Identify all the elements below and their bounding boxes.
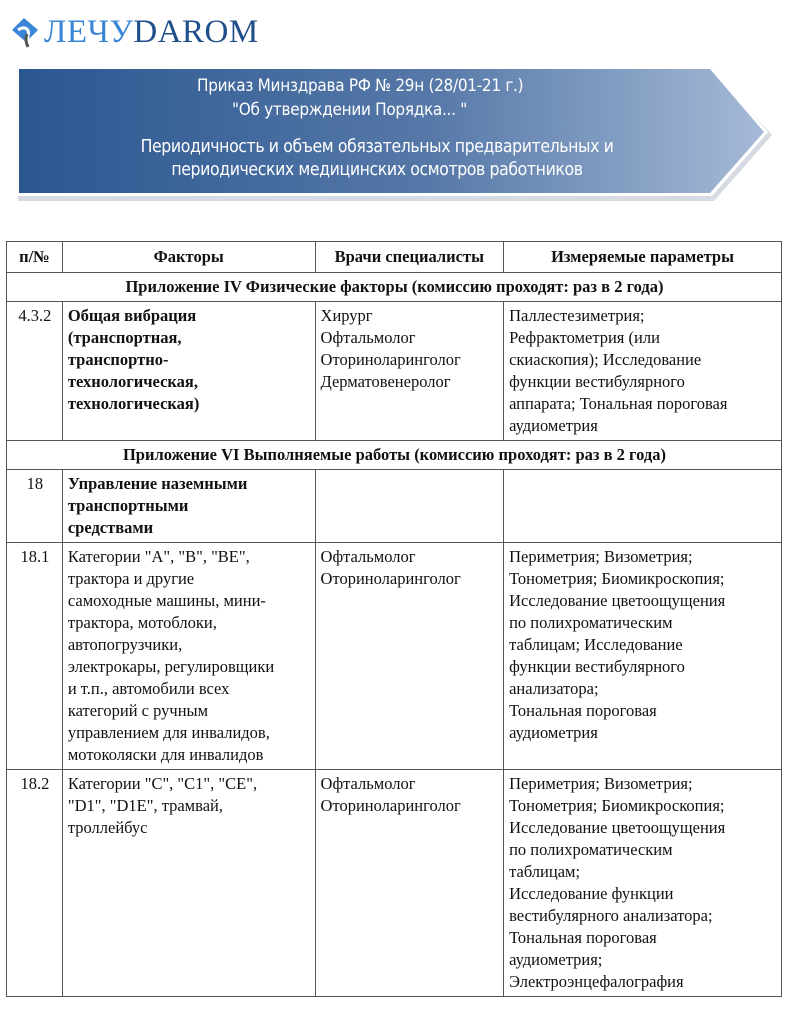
- doctor-item: Офтальмолог: [320, 547, 416, 566]
- parameter-line: Тональная пороговая: [509, 928, 657, 947]
- parameter-line: по полихроматическим: [509, 840, 673, 859]
- section-title: Приложение VI Выполняемые работы (комиссию проходят: раз в 2 года): [7, 441, 782, 470]
- factor-line: Общая вибрация: [67, 306, 197, 325]
- row-doctors: [315, 770, 504, 997]
- parameter-line: Исследование цветоощущения: [509, 591, 726, 610]
- factor-line: трактора, мотоблоки,: [67, 613, 217, 632]
- parameter-line: Рефрактометрия (или: [509, 328, 660, 347]
- doctor-item: Оториноларинголог: [320, 350, 461, 369]
- table-row: [7, 770, 782, 997]
- row-factor: [62, 543, 315, 770]
- table-row: [7, 543, 782, 770]
- parameter-line: таблицам; Исследование: [509, 635, 683, 654]
- factor-line: средствами: [67, 518, 154, 537]
- factor-line: и т.п., автомобили всех: [67, 679, 230, 698]
- factor-line: технологическая): [67, 394, 200, 413]
- logo-text-part2: DAROM: [133, 13, 259, 50]
- logo-mark-icon: [10, 16, 40, 48]
- factor-line: транспортно-: [67, 350, 169, 369]
- header-doctors: Врачи специалисты: [315, 242, 504, 273]
- parameter-line: анализатора;: [509, 679, 599, 698]
- logo-text: [44, 13, 259, 50]
- header-number: п/№: [7, 242, 63, 273]
- row-doctors: [315, 302, 504, 441]
- doctor-item: Оториноларинголог: [320, 796, 461, 815]
- factor-line: технологическая,: [67, 372, 198, 391]
- section-row: [7, 441, 782, 470]
- site-logo[interactable]: [10, 14, 259, 50]
- doctor-item: Офтальмолог: [320, 328, 416, 347]
- factor-line: Управление наземными: [67, 474, 248, 493]
- factor-line: электрокары, регулировщики: [67, 657, 275, 676]
- factor-line: транспортными: [67, 496, 189, 515]
- factor-line: Категории "C", "C1", "CE",: [67, 774, 258, 793]
- factor-line: Категории "A", "B", "BE",: [67, 547, 250, 566]
- logo-text-part1: ЛЕЧУ: [44, 13, 134, 50]
- parameter-line: аудиометрия;: [509, 950, 603, 969]
- parameter-line: Исследование функции: [509, 884, 674, 903]
- section-row: [7, 273, 782, 302]
- parameter-line: аудиометрия: [509, 723, 598, 742]
- banner-subtitle: [12, 136, 742, 182]
- doctor-item: Оториноларинголог: [320, 569, 461, 588]
- parameter-line: Электроэнцефалография: [509, 972, 684, 991]
- parameter-line: Периметрия; Визометрия;: [509, 774, 693, 793]
- factor-line: трактора и другие: [67, 569, 195, 588]
- section-title: Приложение IV Физические факторы (комиссию проходят: раз в 2 года): [7, 273, 782, 302]
- row-parameters: [504, 302, 782, 441]
- row-doctors: [315, 543, 504, 770]
- parameter-line: Паллестезиметрия;: [509, 306, 645, 325]
- row-parameters: [504, 770, 782, 997]
- banner-subtitle-line: периодических медицинских осмотров работников: [171, 160, 583, 180]
- parameter-line: Тональная пороговая: [509, 701, 657, 720]
- table-body: [7, 273, 782, 997]
- row-factor: [62, 470, 315, 543]
- parameter-line: функции вестибулярного: [509, 657, 685, 676]
- parameter-line: функции вестибулярного: [509, 372, 685, 391]
- row-number: 4.3.2: [7, 302, 63, 441]
- factor-line: мотоколяски для инвалидов: [67, 745, 264, 764]
- row-factor: [62, 770, 315, 997]
- row-number: 18.1: [7, 543, 63, 770]
- factor-line: автопогрузчики,: [67, 635, 183, 654]
- parameter-line: аппарата; Тональная пороговая: [509, 394, 728, 413]
- factor-line: управлением для инвалидов,: [67, 723, 270, 742]
- exam-table: [6, 241, 782, 997]
- row-number: 18: [7, 470, 63, 543]
- row-factor: [62, 302, 315, 441]
- parameter-line: таблицам;: [509, 862, 581, 881]
- parameter-line: Исследование цветоощущения: [509, 818, 726, 837]
- parameter-line: аудиометрия: [509, 416, 598, 435]
- parameter-line: Тонометрия; Биомикроскопия;: [509, 569, 725, 588]
- doctor-item: Дерматовенеролог: [320, 372, 451, 391]
- doctor-item: Офтальмолог: [320, 774, 416, 793]
- row-doctors: [315, 470, 504, 543]
- banner-order-title: Приказ Минздрава РФ № 29н (28/01-21 г.): [197, 76, 524, 96]
- banner-subtitle-line: Периодичность и объем обязательных предварительных и: [140, 137, 614, 157]
- doctor-item: Хирург: [320, 306, 373, 325]
- parameter-line: по полихроматическим: [509, 613, 673, 632]
- header-parameters: Измеряемые параметры: [504, 242, 782, 273]
- row-parameters: [504, 470, 782, 543]
- parameter-line: Периметрия; Визометрия;: [509, 547, 693, 566]
- factor-line: самоходные машины, мини-: [67, 591, 266, 610]
- title-banner: [12, 62, 776, 204]
- row-parameters: [504, 543, 782, 770]
- factor-line: троллейбус: [67, 818, 148, 837]
- parameter-line: вестибулярного анализатора;: [509, 906, 713, 925]
- header-factors: Факторы: [62, 242, 315, 273]
- banner-order-name: "Об утверждении Порядка... ": [232, 100, 467, 120]
- parameter-line: Тонометрия; Биомикроскопия;: [509, 796, 725, 815]
- factor-line: (транспортная,: [67, 328, 182, 347]
- table-row: [7, 302, 782, 441]
- row-number: 18.2: [7, 770, 63, 997]
- table-row: [7, 470, 782, 543]
- table-header-row: [7, 242, 782, 273]
- factor-line: "D1", "D1E", трамвай,: [67, 796, 223, 815]
- parameter-line: скиаскопия); Исследование: [509, 350, 702, 369]
- factor-line: категорий с ручным: [67, 701, 209, 720]
